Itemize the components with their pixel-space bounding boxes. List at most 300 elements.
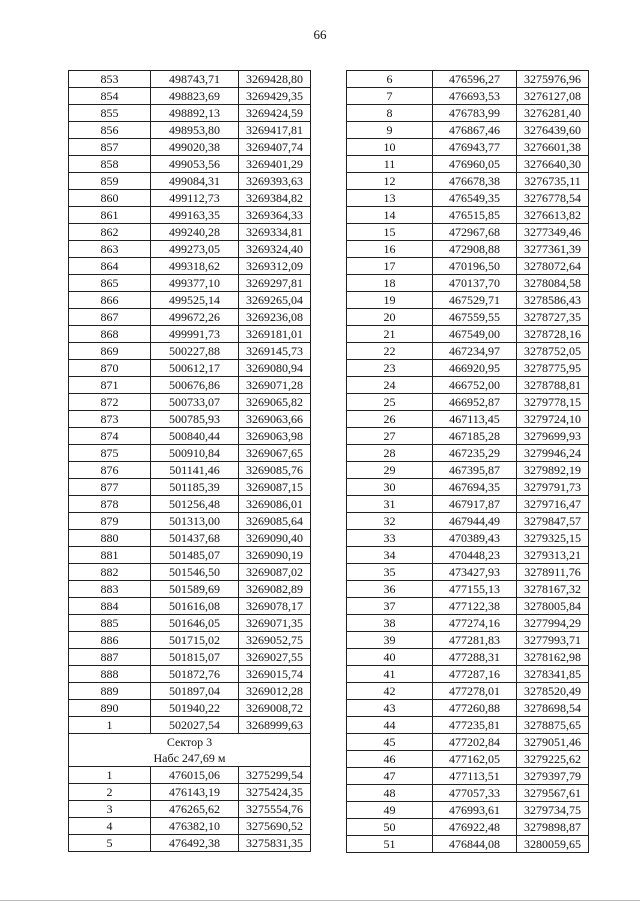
point-number-cell: 886 <box>69 632 151 649</box>
page-bottom-rule <box>0 900 640 901</box>
point-number-cell: 887 <box>69 649 151 666</box>
x-coordinate-cell: 467395,87 <box>433 462 517 479</box>
y-coordinate-cell: 3279699,93 <box>517 428 589 445</box>
x-coordinate-cell: 467944,49 <box>433 513 517 530</box>
point-number-cell: 877 <box>69 479 151 496</box>
table-row <box>69 496 311 513</box>
x-coordinate-cell: 477260,88 <box>433 700 517 717</box>
point-number-cell: 44 <box>347 717 433 734</box>
table-row <box>347 224 589 241</box>
y-coordinate-cell: 3269297,81 <box>239 275 311 292</box>
point-number-cell: 4 <box>69 818 151 835</box>
x-coordinate-cell: 498823,69 <box>151 88 239 105</box>
point-number-cell: 36 <box>347 581 433 598</box>
table-row <box>69 700 311 717</box>
table-row <box>69 377 311 394</box>
sector-header-row <box>69 734 311 767</box>
table-row <box>69 88 311 105</box>
y-coordinate-cell: 3278911,76 <box>517 564 589 581</box>
point-number-cell: 10 <box>347 139 433 156</box>
table-row <box>69 835 311 852</box>
y-coordinate-cell: 3268999,63 <box>239 717 311 734</box>
x-coordinate-cell: 501437,68 <box>151 530 239 547</box>
x-coordinate-cell: 476265,62 <box>151 801 239 818</box>
x-coordinate-cell: 501897,04 <box>151 683 239 700</box>
point-number-cell: 32 <box>347 513 433 530</box>
left-table-body <box>69 71 311 852</box>
table-row <box>347 615 589 632</box>
table-row <box>347 751 589 768</box>
x-coordinate-cell: 476596,27 <box>433 71 517 88</box>
x-coordinate-cell: 477155,13 <box>433 581 517 598</box>
x-coordinate-cell: 499084,31 <box>151 173 239 190</box>
table-row <box>347 360 589 377</box>
y-coordinate-cell: 3269008,72 <box>239 700 311 717</box>
x-coordinate-cell: 476844,08 <box>433 836 517 853</box>
point-number-cell: 866 <box>69 292 151 309</box>
point-number-cell: 861 <box>69 207 151 224</box>
x-coordinate-cell: 501815,07 <box>151 649 239 666</box>
point-number-cell: 30 <box>347 479 433 496</box>
point-number-cell: 29 <box>347 462 433 479</box>
point-number-cell: 34 <box>347 547 433 564</box>
table-row <box>69 275 311 292</box>
point-number-cell: 50 <box>347 819 433 836</box>
x-coordinate-cell: 477281,83 <box>433 632 517 649</box>
table-row <box>347 836 589 853</box>
point-number-cell: 860 <box>69 190 151 207</box>
y-coordinate-cell: 3278072,64 <box>517 258 589 275</box>
point-number-cell: 8 <box>347 105 433 122</box>
point-number-cell: 885 <box>69 615 151 632</box>
x-coordinate-cell: 476783,99 <box>433 105 517 122</box>
x-coordinate-cell: 467113,45 <box>433 411 517 428</box>
x-coordinate-cell: 499163,35 <box>151 207 239 224</box>
y-coordinate-cell: 3269090,19 <box>239 547 311 564</box>
x-coordinate-cell: 476015,06 <box>151 767 239 784</box>
table-row <box>69 513 311 530</box>
table-row <box>347 428 589 445</box>
x-coordinate-cell: 499053,56 <box>151 156 239 173</box>
y-coordinate-cell: 3269312,09 <box>239 258 311 275</box>
x-coordinate-cell: 499991,73 <box>151 326 239 343</box>
point-number-cell: 35 <box>347 564 433 581</box>
y-coordinate-cell: 3269015,74 <box>239 666 311 683</box>
point-number-cell: 15 <box>347 224 433 241</box>
x-coordinate-cell: 467917,87 <box>433 496 517 513</box>
point-number-cell: 12 <box>347 173 433 190</box>
table-row <box>69 411 311 428</box>
y-coordinate-cell: 3275299,54 <box>239 767 311 784</box>
table-row <box>69 445 311 462</box>
point-number-cell: 45 <box>347 734 433 751</box>
point-number-cell: 870 <box>69 360 151 377</box>
point-number-cell: 862 <box>69 224 151 241</box>
x-coordinate-cell: 499525,14 <box>151 292 239 309</box>
x-coordinate-cell: 470389,43 <box>433 530 517 547</box>
y-coordinate-cell: 3276778,54 <box>517 190 589 207</box>
x-coordinate-cell: 501256,48 <box>151 496 239 513</box>
point-number-cell: 865 <box>69 275 151 292</box>
y-coordinate-cell: 3278775,95 <box>517 360 589 377</box>
x-coordinate-cell: 498892,13 <box>151 105 239 122</box>
point-number-cell: 49 <box>347 802 433 819</box>
point-number-cell: 859 <box>69 173 151 190</box>
x-coordinate-cell: 467235,29 <box>433 445 517 462</box>
point-number-cell: 22 <box>347 343 433 360</box>
point-number-cell: 880 <box>69 530 151 547</box>
table-row <box>347 581 589 598</box>
x-coordinate-cell: 500612,17 <box>151 360 239 377</box>
y-coordinate-cell: 3279892,19 <box>517 462 589 479</box>
y-coordinate-cell: 3277993,71 <box>517 632 589 649</box>
x-coordinate-cell: 501616,08 <box>151 598 239 615</box>
y-coordinate-cell: 3278875,65 <box>517 717 589 734</box>
x-coordinate-cell: 501715,02 <box>151 632 239 649</box>
table-row <box>69 615 311 632</box>
x-coordinate-cell: 476867,46 <box>433 122 517 139</box>
table-row <box>347 462 589 479</box>
y-coordinate-cell: 3269063,98 <box>239 428 311 445</box>
point-number-cell: 876 <box>69 462 151 479</box>
table-row <box>347 530 589 547</box>
x-coordinate-cell: 467694,35 <box>433 479 517 496</box>
table-row <box>347 377 589 394</box>
table-row <box>69 71 311 88</box>
table-row <box>69 258 311 275</box>
y-coordinate-cell: 3269082,89 <box>239 581 311 598</box>
x-coordinate-cell: 466920,95 <box>433 360 517 377</box>
point-number-cell: 2 <box>69 784 151 801</box>
table-row <box>347 564 589 581</box>
table-row <box>347 819 589 836</box>
point-number-cell: 42 <box>347 683 433 700</box>
y-coordinate-cell: 3278727,35 <box>517 309 589 326</box>
y-coordinate-cell: 3269324,40 <box>239 241 311 258</box>
y-coordinate-cell: 3269080,94 <box>239 360 311 377</box>
table-row <box>69 767 311 784</box>
x-coordinate-cell: 476993,61 <box>433 802 517 819</box>
left-coordinates-table <box>68 70 311 852</box>
x-coordinate-cell: 477162,05 <box>433 751 517 768</box>
point-number-cell: 43 <box>347 700 433 717</box>
point-number-cell: 874 <box>69 428 151 445</box>
table-row <box>347 734 589 751</box>
point-number-cell: 17 <box>347 258 433 275</box>
point-number-cell: 883 <box>69 581 151 598</box>
x-coordinate-cell: 498953,80 <box>151 122 239 139</box>
x-coordinate-cell: 473427,93 <box>433 564 517 581</box>
x-coordinate-cell: 477235,81 <box>433 717 517 734</box>
y-coordinate-cell: 3275690,52 <box>239 818 311 835</box>
point-number-cell: 19 <box>347 292 433 309</box>
x-coordinate-cell: 467549,00 <box>433 326 517 343</box>
y-coordinate-cell: 3278586,43 <box>517 292 589 309</box>
y-coordinate-cell: 3279397,79 <box>517 768 589 785</box>
table-row <box>347 496 589 513</box>
y-coordinate-cell: 3276281,40 <box>517 105 589 122</box>
table-row <box>69 801 311 818</box>
x-coordinate-cell: 477122,38 <box>433 598 517 615</box>
sector-title: Сектор 3 <box>166 735 213 749</box>
y-coordinate-cell: 3269012,28 <box>239 683 311 700</box>
table-row <box>69 343 311 360</box>
y-coordinate-cell: 3279716,47 <box>517 496 589 513</box>
y-coordinate-cell: 3269063,66 <box>239 411 311 428</box>
x-coordinate-cell: 500785,93 <box>151 411 239 428</box>
point-number-cell: 882 <box>69 564 151 581</box>
point-number-cell: 856 <box>69 122 151 139</box>
y-coordinate-cell: 3269085,76 <box>239 462 311 479</box>
x-coordinate-cell: 470196,50 <box>433 258 517 275</box>
point-number-cell: 37 <box>347 598 433 615</box>
y-coordinate-cell: 3269087,02 <box>239 564 311 581</box>
table-row <box>69 139 311 156</box>
right-coordinates-table <box>346 70 589 853</box>
point-number-cell: 51 <box>347 836 433 853</box>
y-coordinate-cell: 3278162,98 <box>517 649 589 666</box>
x-coordinate-cell: 477113,51 <box>433 768 517 785</box>
point-number-cell: 46 <box>347 751 433 768</box>
point-number-cell: 879 <box>69 513 151 530</box>
y-coordinate-cell: 3279946,24 <box>517 445 589 462</box>
y-coordinate-cell: 3278698,54 <box>517 700 589 717</box>
table-row <box>347 88 589 105</box>
table-row <box>347 632 589 649</box>
x-coordinate-cell: 501872,76 <box>151 666 239 683</box>
y-coordinate-cell: 3280059,65 <box>517 836 589 853</box>
table-row <box>347 292 589 309</box>
table-row <box>347 666 589 683</box>
y-coordinate-cell: 3269265,04 <box>239 292 311 309</box>
table-row <box>69 394 311 411</box>
y-coordinate-cell: 3279847,57 <box>517 513 589 530</box>
y-coordinate-cell: 3275424,35 <box>239 784 311 801</box>
point-number-cell: 1 <box>69 717 151 734</box>
y-coordinate-cell: 3269086,01 <box>239 496 311 513</box>
point-number-cell: 38 <box>347 615 433 632</box>
point-number-cell: 872 <box>69 394 151 411</box>
y-coordinate-cell: 3279778,15 <box>517 394 589 411</box>
y-coordinate-cell: 3279791,73 <box>517 479 589 496</box>
x-coordinate-cell: 500733,07 <box>151 394 239 411</box>
point-number-cell: 884 <box>69 598 151 615</box>
point-number-cell: 6 <box>347 71 433 88</box>
x-coordinate-cell: 499377,10 <box>151 275 239 292</box>
x-coordinate-cell: 476960,05 <box>433 156 517 173</box>
x-coordinate-cell: 476492,38 <box>151 835 239 852</box>
point-number-cell: 1 <box>69 767 151 784</box>
x-coordinate-cell: 470448,23 <box>433 547 517 564</box>
y-coordinate-cell: 3278167,32 <box>517 581 589 598</box>
table-row <box>347 717 589 734</box>
x-coordinate-cell: 501141,46 <box>151 462 239 479</box>
point-number-cell: 21 <box>347 326 433 343</box>
table-row <box>347 802 589 819</box>
x-coordinate-cell: 472908,88 <box>433 241 517 258</box>
x-coordinate-cell: 501546,50 <box>151 564 239 581</box>
y-coordinate-cell: 3269424,59 <box>239 105 311 122</box>
point-number-cell: 18 <box>347 275 433 292</box>
table-row <box>347 309 589 326</box>
table-row <box>347 394 589 411</box>
x-coordinate-cell: 477274,16 <box>433 615 517 632</box>
x-coordinate-cell: 500676,86 <box>151 377 239 394</box>
y-coordinate-cell: 3269417,81 <box>239 122 311 139</box>
table-row <box>347 258 589 275</box>
y-coordinate-cell: 3269078,17 <box>239 598 311 615</box>
sector-area: Набс 247,69 м <box>153 751 226 765</box>
y-coordinate-cell: 3269071,28 <box>239 377 311 394</box>
y-coordinate-cell: 3269065,82 <box>239 394 311 411</box>
table-row <box>69 479 311 496</box>
table-row <box>69 666 311 683</box>
y-coordinate-cell: 3269052,75 <box>239 632 311 649</box>
point-number-cell: 14 <box>347 207 433 224</box>
y-coordinate-cell: 3279898,87 <box>517 819 589 836</box>
table-row <box>347 683 589 700</box>
y-coordinate-cell: 3277994,29 <box>517 615 589 632</box>
y-coordinate-cell: 3278728,16 <box>517 326 589 343</box>
point-number-cell: 868 <box>69 326 151 343</box>
y-coordinate-cell: 3279225,62 <box>517 751 589 768</box>
y-coordinate-cell: 3269384,82 <box>239 190 311 207</box>
table-row <box>69 428 311 445</box>
table-row <box>347 445 589 462</box>
point-number-cell: 855 <box>69 105 151 122</box>
x-coordinate-cell: 472967,68 <box>433 224 517 241</box>
point-number-cell: 20 <box>347 309 433 326</box>
table-row <box>347 700 589 717</box>
point-number-cell: 40 <box>347 649 433 666</box>
x-coordinate-cell: 476678,38 <box>433 173 517 190</box>
x-coordinate-cell: 501313,00 <box>151 513 239 530</box>
table-row <box>347 105 589 122</box>
y-coordinate-cell: 3278788,81 <box>517 377 589 394</box>
table-row <box>347 207 589 224</box>
table-row <box>69 683 311 700</box>
table-row <box>347 649 589 666</box>
table-row <box>347 343 589 360</box>
point-number-cell: 878 <box>69 496 151 513</box>
table-row <box>69 156 311 173</box>
point-number-cell: 27 <box>347 428 433 445</box>
point-number-cell: 48 <box>347 785 433 802</box>
y-coordinate-cell: 3278752,05 <box>517 343 589 360</box>
point-number-cell: 11 <box>347 156 433 173</box>
x-coordinate-cell: 502027,54 <box>151 717 239 734</box>
table-row <box>69 784 311 801</box>
x-coordinate-cell: 476943,77 <box>433 139 517 156</box>
x-coordinate-cell: 477288,31 <box>433 649 517 666</box>
point-number-cell: 25 <box>347 394 433 411</box>
point-number-cell: 857 <box>69 139 151 156</box>
table-row <box>69 224 311 241</box>
x-coordinate-cell: 476549,35 <box>433 190 517 207</box>
point-number-cell: 16 <box>347 241 433 258</box>
point-number-cell: 33 <box>347 530 433 547</box>
y-coordinate-cell: 3277349,46 <box>517 224 589 241</box>
y-coordinate-cell: 3269085,64 <box>239 513 311 530</box>
x-coordinate-cell: 476382,10 <box>151 818 239 835</box>
y-coordinate-cell: 3269145,73 <box>239 343 311 360</box>
x-coordinate-cell: 466952,87 <box>433 394 517 411</box>
table-row <box>69 649 311 666</box>
x-coordinate-cell: 476922,48 <box>433 819 517 836</box>
table-row <box>69 190 311 207</box>
x-coordinate-cell: 499240,28 <box>151 224 239 241</box>
point-number-cell: 7 <box>347 88 433 105</box>
page-number: 66 <box>313 27 327 42</box>
y-coordinate-cell: 3276613,82 <box>517 207 589 224</box>
table-row <box>69 360 311 377</box>
point-number-cell: 23 <box>347 360 433 377</box>
table-row <box>69 598 311 615</box>
y-coordinate-cell: 3269334,81 <box>239 224 311 241</box>
right-table-body <box>347 71 589 853</box>
point-number-cell: 47 <box>347 768 433 785</box>
point-number-cell: 28 <box>347 445 433 462</box>
x-coordinate-cell: 498743,71 <box>151 71 239 88</box>
point-number-cell: 889 <box>69 683 151 700</box>
y-coordinate-cell: 3269067,65 <box>239 445 311 462</box>
point-number-cell: 875 <box>69 445 151 462</box>
table-row <box>69 309 311 326</box>
table-row <box>69 122 311 139</box>
y-coordinate-cell: 3276127,08 <box>517 88 589 105</box>
table-row <box>69 581 311 598</box>
x-coordinate-cell: 477287,16 <box>433 666 517 683</box>
y-coordinate-cell: 3275554,76 <box>239 801 311 818</box>
table-row <box>347 71 589 88</box>
table-row <box>347 411 589 428</box>
table-row <box>69 547 311 564</box>
y-coordinate-cell: 3269236,08 <box>239 309 311 326</box>
y-coordinate-cell: 3279313,21 <box>517 547 589 564</box>
y-coordinate-cell: 3269181,01 <box>239 326 311 343</box>
point-number-cell: 24 <box>347 377 433 394</box>
y-coordinate-cell: 3277361,39 <box>517 241 589 258</box>
table-row <box>347 479 589 496</box>
point-number-cell: 864 <box>69 258 151 275</box>
table-row <box>69 632 311 649</box>
point-number-cell: 5 <box>69 835 151 852</box>
point-number-cell: 869 <box>69 343 151 360</box>
y-coordinate-cell: 3269393,63 <box>239 173 311 190</box>
y-coordinate-cell: 3278005,84 <box>517 598 589 615</box>
y-coordinate-cell: 3269090,40 <box>239 530 311 547</box>
x-coordinate-cell: 501589,69 <box>151 581 239 598</box>
y-coordinate-cell: 3269364,33 <box>239 207 311 224</box>
y-coordinate-cell: 3278341,85 <box>517 666 589 683</box>
table-row <box>69 564 311 581</box>
x-coordinate-cell: 499112,73 <box>151 190 239 207</box>
table-row <box>347 122 589 139</box>
x-coordinate-cell: 466752,00 <box>433 377 517 394</box>
point-number-cell: 858 <box>69 156 151 173</box>
table-row <box>69 530 311 547</box>
x-coordinate-cell: 476515,85 <box>433 207 517 224</box>
table-row <box>69 292 311 309</box>
table-row <box>347 547 589 564</box>
point-number-cell: 888 <box>69 666 151 683</box>
point-number-cell: 867 <box>69 309 151 326</box>
x-coordinate-cell: 477278,01 <box>433 683 517 700</box>
table-row <box>69 207 311 224</box>
y-coordinate-cell: 3275976,96 <box>517 71 589 88</box>
y-coordinate-cell: 3276601,38 <box>517 139 589 156</box>
y-coordinate-cell: 3276640,30 <box>517 156 589 173</box>
